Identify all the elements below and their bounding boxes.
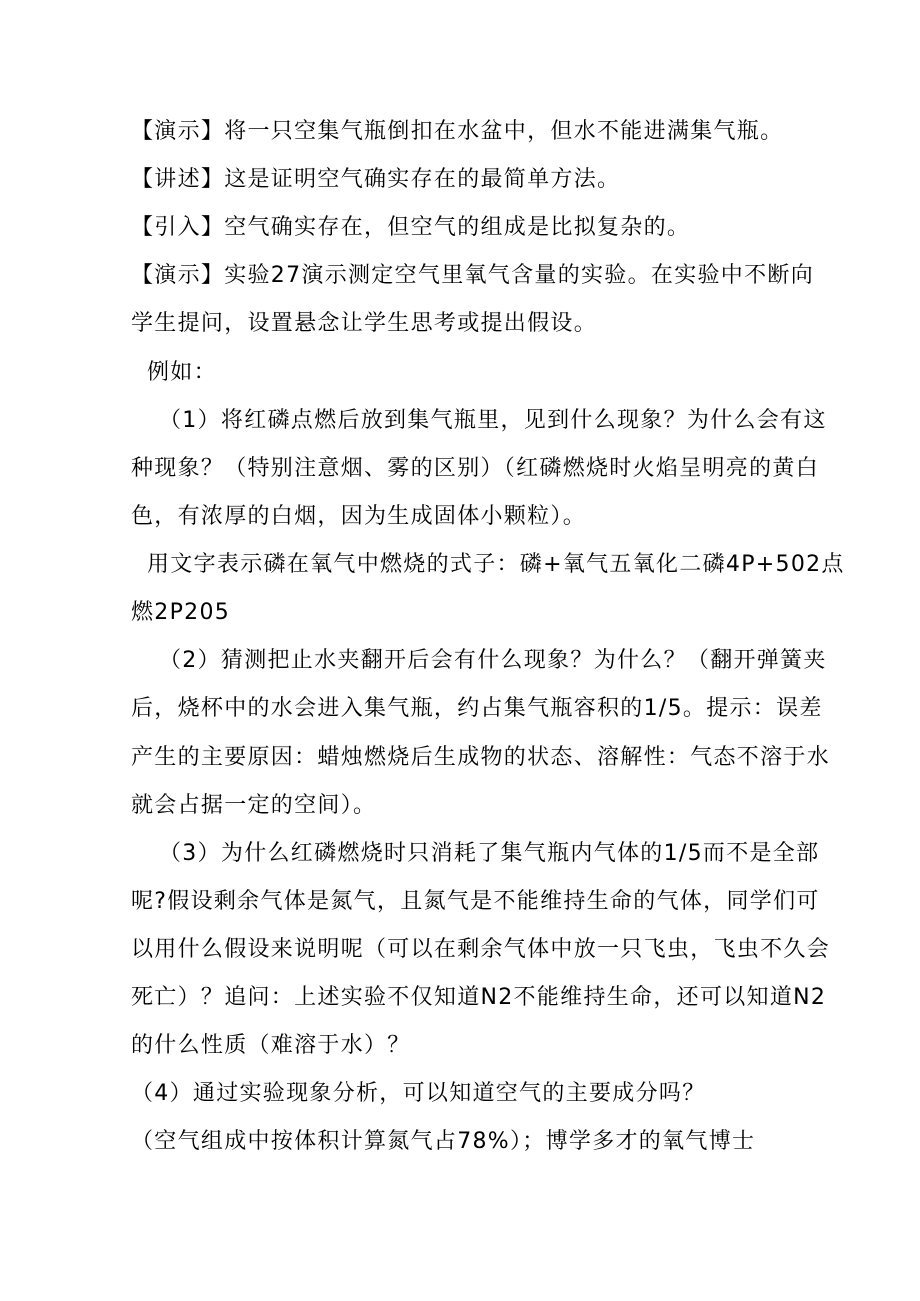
question-3-line-1: （3）为什么红磷燃烧时只消耗了集气瓶内气体的1/5而不是全部 [159,841,820,866]
demo-line-2-cont: 学生提问，设置悬念让学生思考或提出假设。 [131,311,598,336]
question-3-line-5: 的什么性质（难溶于水）？ [131,1033,411,1058]
question-3-line-4: 死亡）？追问：上述实验不仅知道N2不能维持生命，还可以知道N2 [131,985,827,1010]
question-2-line-1: （2）猜测把止水夹翻开后会有什么现象？为什么？（翻开弹簧夹 [159,648,827,673]
example-heading: 例如： [147,360,217,385]
question-2-line-4: 就会占据一定的空间）。 [131,793,377,818]
equation-line-1: 用文字表示磷在氧气中燃烧的式子：磷+氧气五氧化二磷4P+502点 [147,552,845,577]
equation-line-2: 燃2P205 [131,600,231,625]
introduction-line: 【引入】空气确实存在，但空气的组成是比拟复杂的。 [131,215,691,240]
demo-line-2: 【演示】实验27演示测定空气里氧气含量的实验。在实验中不断向 [131,263,814,288]
air-composition-line: （空气组成中按体积计算氮气占78%）；博学多才的氧气博士 [131,1129,756,1154]
demo-line-1: 【演示】将一只空集气瓶倒扣在水盆中，但水不能进满集气瓶。 [131,119,784,144]
question-2-line-3: 产生的主要原因：蜡烛燃烧后生成物的状态、溶解性：气态不溶于水 [131,745,831,770]
question-1-line-2: 种现象？（特别注意烟、雾的区别）（红磷燃烧时火焰呈明亮的黄白 [131,456,820,481]
question-1-line-3: 色，有浓厚的白烟，因为生成固体小颗粒）。 [131,504,587,529]
lecture-line: 【讲述】这是证明空气确实存在的最简单方法。 [131,167,621,192]
question-3-line-3: 以用什么假设来说明呢（可以在剩余气体中放一只飞虫，飞虫不久会 [131,937,831,962]
question-1-line-1: （1）将红磷点燃后放到集气瓶里，见到什么现象？为什么会有这 [159,408,827,433]
question-3-line-2: 呢?假设剩余气体是氮气，且氮气是不能维持生命的气体，同学们可 [131,889,820,914]
question-2-line-2: 后，烧杯中的水会进入集气瓶，约占集气瓶容积的1/5。提示：误差 [131,696,823,721]
question-4-line: （4）通过实验现象分析，可以知道空气的主要成分吗？ [131,1081,706,1106]
